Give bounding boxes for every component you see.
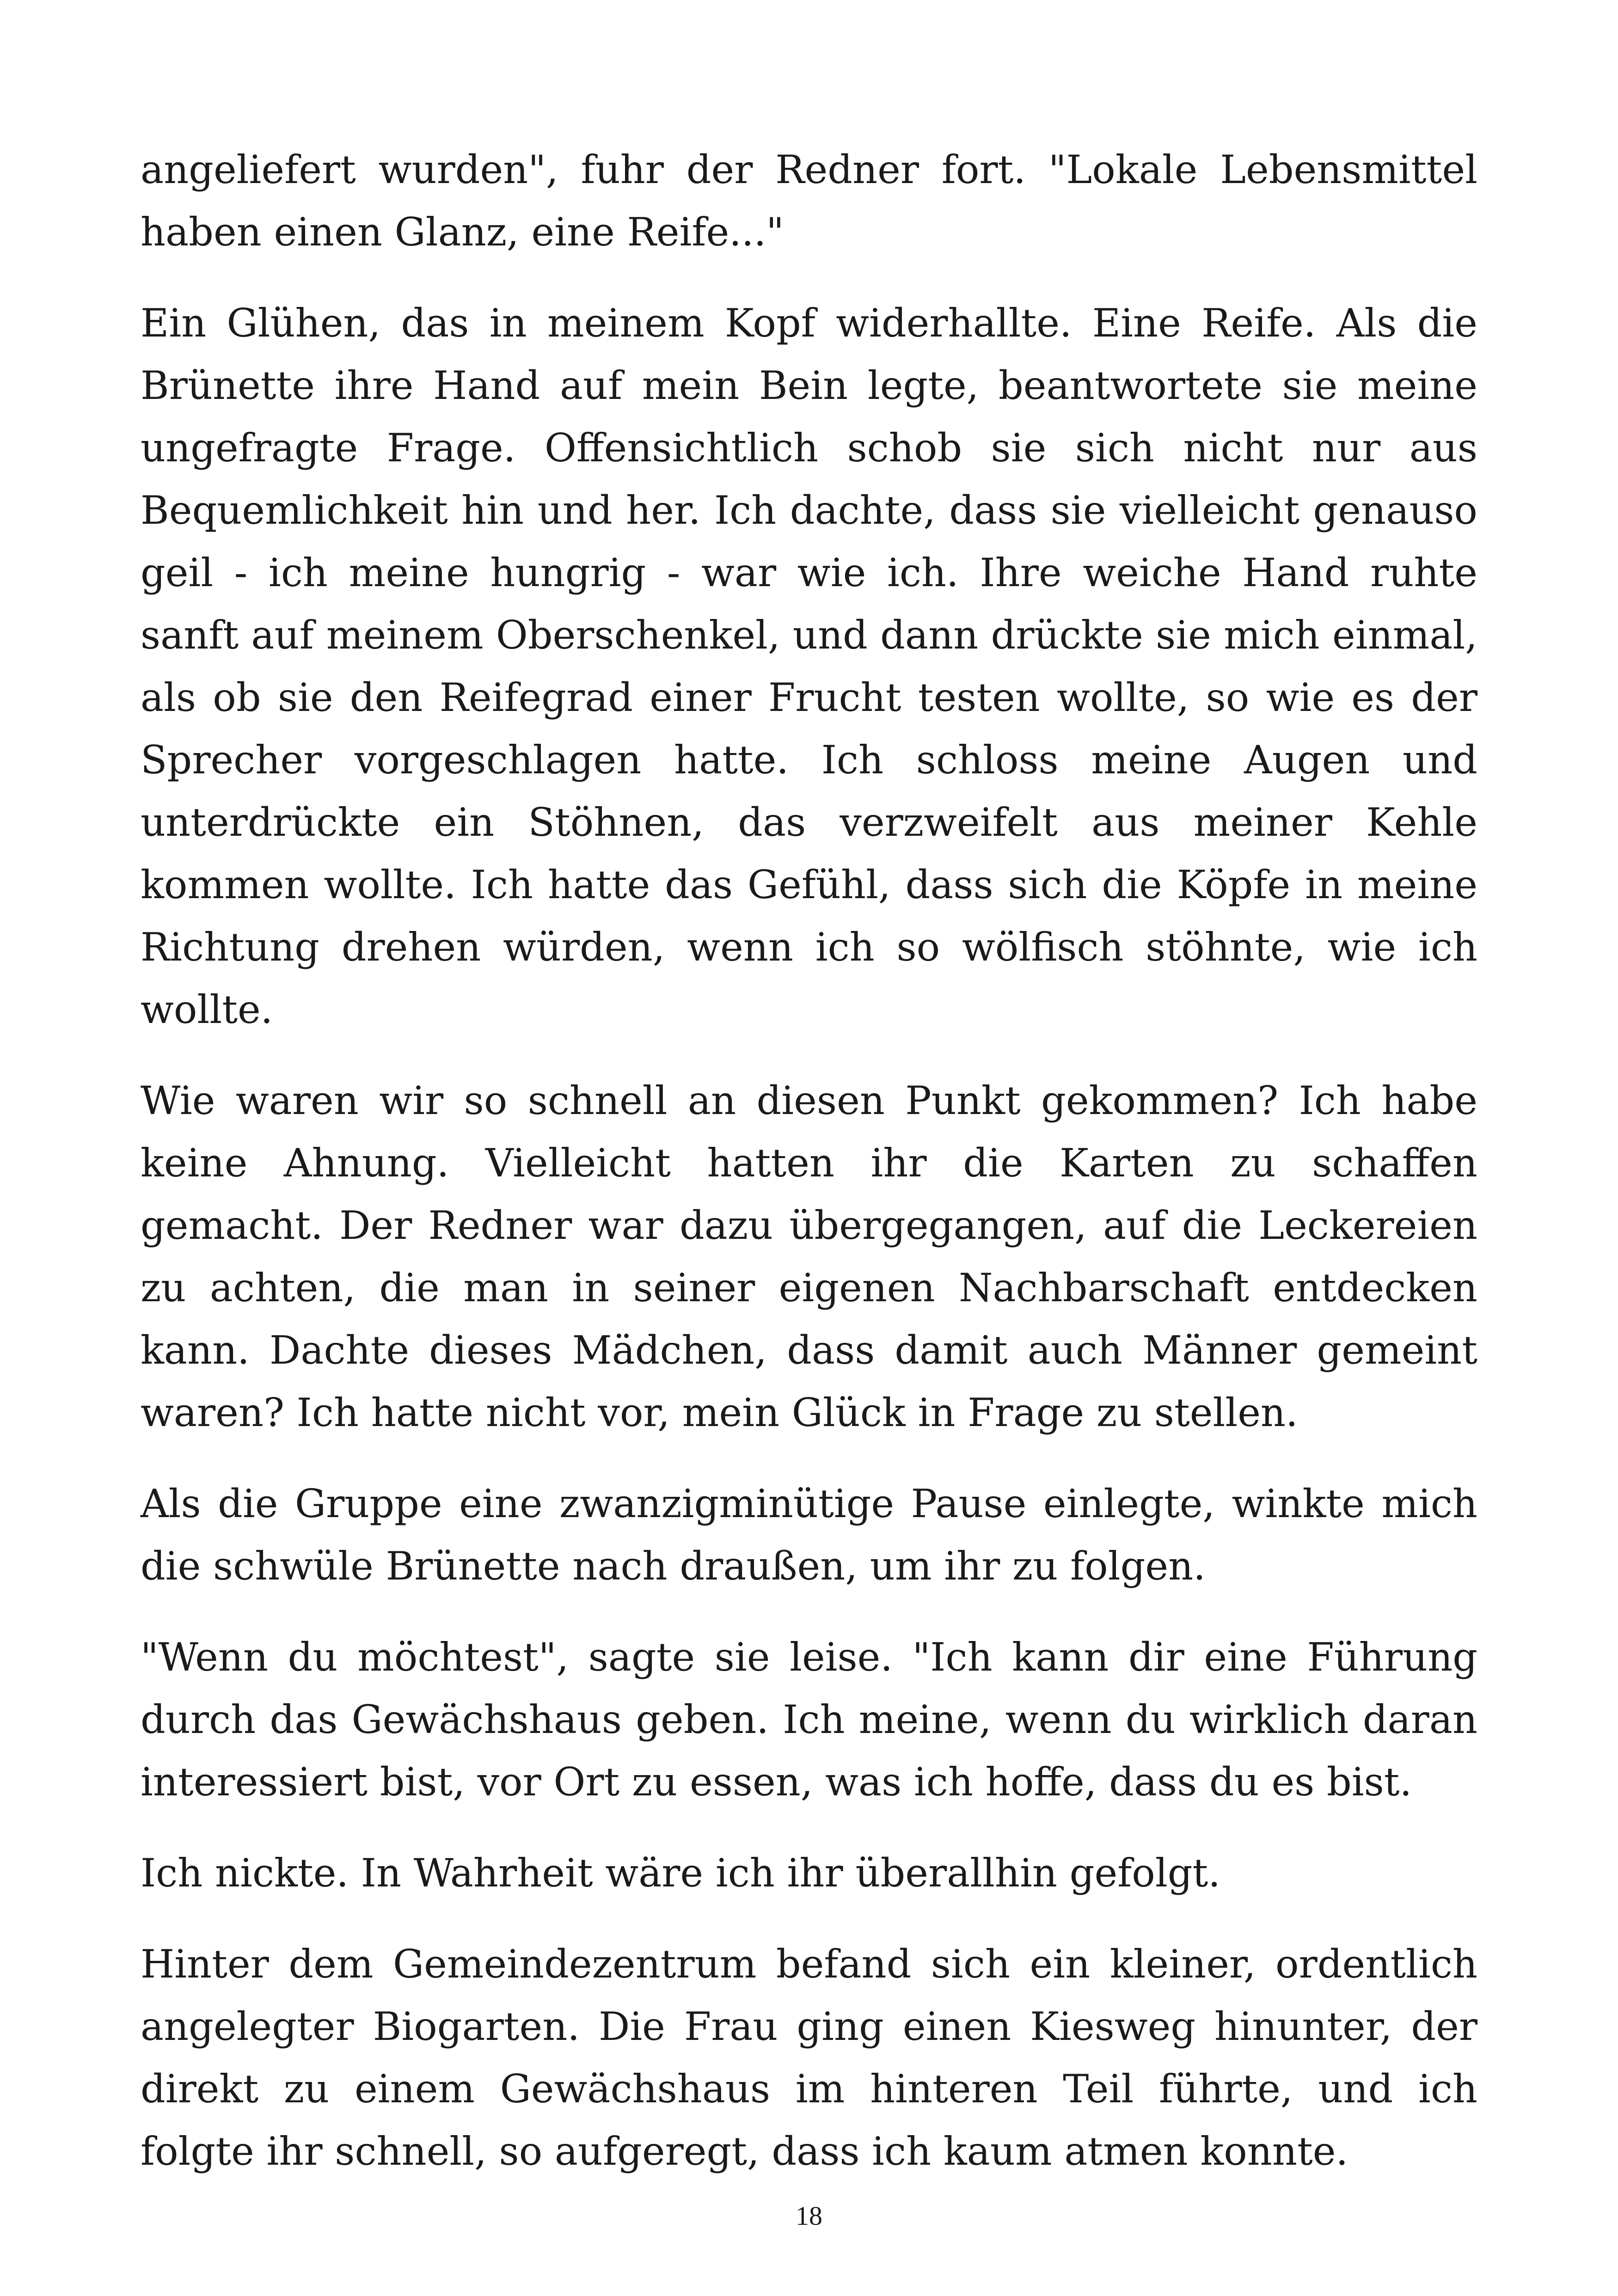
paragraph-6: Ich nickte. In Wahrheit wäre ich ihr überallhin gefolgt. <box>141 1850 1220 1896</box>
paragraph-7: Hinter dem Gemeindezentrum befand sich ein kleiner, ordentlich angelegter Biogarten. Die Frau ging einen Kiesweg hinunter, der direkt zu einem Gewächshaus im hinteren Teil führte, und ich folgte ihr schnell, so aufgeregt, dass ich kaum atmen konnte. <box>141 1941 1477 2174</box>
body-text <box>141 139 1477 2211</box>
paragraph-3: Wie waren wir so schnell an diesen Punkt gekommen? Ich habe keine Ahnung. Vielleicht hatten ihr die Karten zu schaffen gemacht. Der Redner war dazu übergegangen, auf die Leckereien zu achten, die man in seiner eigenen Nachbarschaft entdecken kann. Dachte dieses Mädchen, dass damit auch Männer gemeint waren? Ich hatte nicht vor, mein Glück in Frage zu stellen. <box>141 1078 1477 1435</box>
page-number: 18 <box>796 2201 822 2231</box>
paragraph-4: Als die Gruppe eine zwanzigminütige Pause einlegte, winkte mich die schwüle Brünette nach draußen, um ihr zu folgen. <box>141 1481 1477 1589</box>
paragraph-1: angeliefert wurden", fuhr der Redner fort. "Lokale Lebensmittel haben einen Glanz, eine Reife..." <box>141 147 1477 255</box>
paragraph-5: "Wenn du möchtest", sagte sie leise. "Ich kann dir eine Führung durch das Gewächshaus geben. Ich meine, wenn du wirklich daran interessiert bist, vor Ort zu essen, was ich hoffe, dass du es bist. <box>141 1635 1477 1805</box>
paragraph-2: Ein Glühen, das in meinem Kopf widerhallte. Eine Reife. Als die Brünette ihre Hand auf mein Bein legte, beantwortete sie meine ungefragte Frage. Offensichtlich schob sie sich nicht nur aus Bequemlichkeit hin und her. Ich dachte, dass sie vielleicht genauso geil - ich meine hungrig - war wie ich. Ihre weiche Hand ruhte sanft auf meinem Oberschenkel, und dann drückte sie mich einmal, als ob sie den Reifegrad einer Frucht testen wollte, so wie es der Sprecher vorgeschlagen hatte. Ich schloss meine Augen und unterdrückte ein Stöhnen, das verzweifelt aus meiner Kehle kommen wollte. Ich hatte das Gefühl, dass sich die Köpfe in meine Richtung drehen würden, wenn ich so wölfisch stöhnte, wie ich wollte. <box>141 300 1477 1032</box>
